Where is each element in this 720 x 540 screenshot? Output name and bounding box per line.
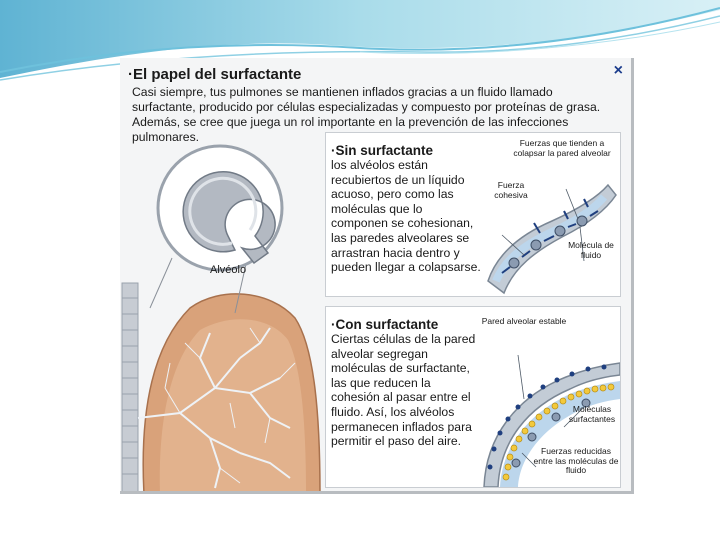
label-moleculas-surfactantes: Moléculas surfactantes: [568, 404, 616, 424]
panel-con-surfactante: [325, 306, 621, 488]
label-molecula-fluido: Molécula de fluido: [568, 240, 614, 260]
label-pared-estable: Pared alveolar estable: [481, 316, 567, 326]
alveolo-label: Alvéolo: [210, 264, 247, 276]
intro-text: Casi siempre, tus pulmones se mantienen inflados gracias a un fluido llamado surfactante, producido por células especializadas y compuesto por proteínas de grasa. Además, se cree que juega un rol importante en la prevención de las infecciones pulmonares.: [132, 85, 601, 144]
close-icon[interactable]: ×: [613, 62, 623, 79]
label-fuerzas-reducidas: Fuerzas reducidas entre las moléculas de fluido: [533, 446, 619, 475]
label-fuerzas-colapsar: Fuerzas que tienden a colapsar la pared alveolar: [513, 138, 611, 158]
panel-con-title: ·Con surfactante: [331, 317, 439, 332]
panel-sin-title: ·Sin surfactante: [331, 143, 434, 158]
panel-sin-text: los alvéolos están recubiertos de un líquido acuoso, pero como las moléculas que lo componen se cohesionan, las paredes alveolares se arrastran hacia dentro y pueden llegar a colapsarse.: [331, 158, 481, 275]
figure-title: ·El papel del surfactante: [128, 66, 302, 83]
panel-con-text: Ciertas células de la pared alveolar segregan moléculas de surfactante, las que reducen la cohesión al pasar entre el fluido. Así, los alvéolos permanecen inflados para permitir el paso del aire.: [331, 332, 476, 449]
panel-sin-surfactante: [325, 132, 621, 297]
surfactant-figure: [120, 58, 634, 494]
label-fuerza-cohesiva: Fuerza cohesiva: [494, 180, 528, 200]
